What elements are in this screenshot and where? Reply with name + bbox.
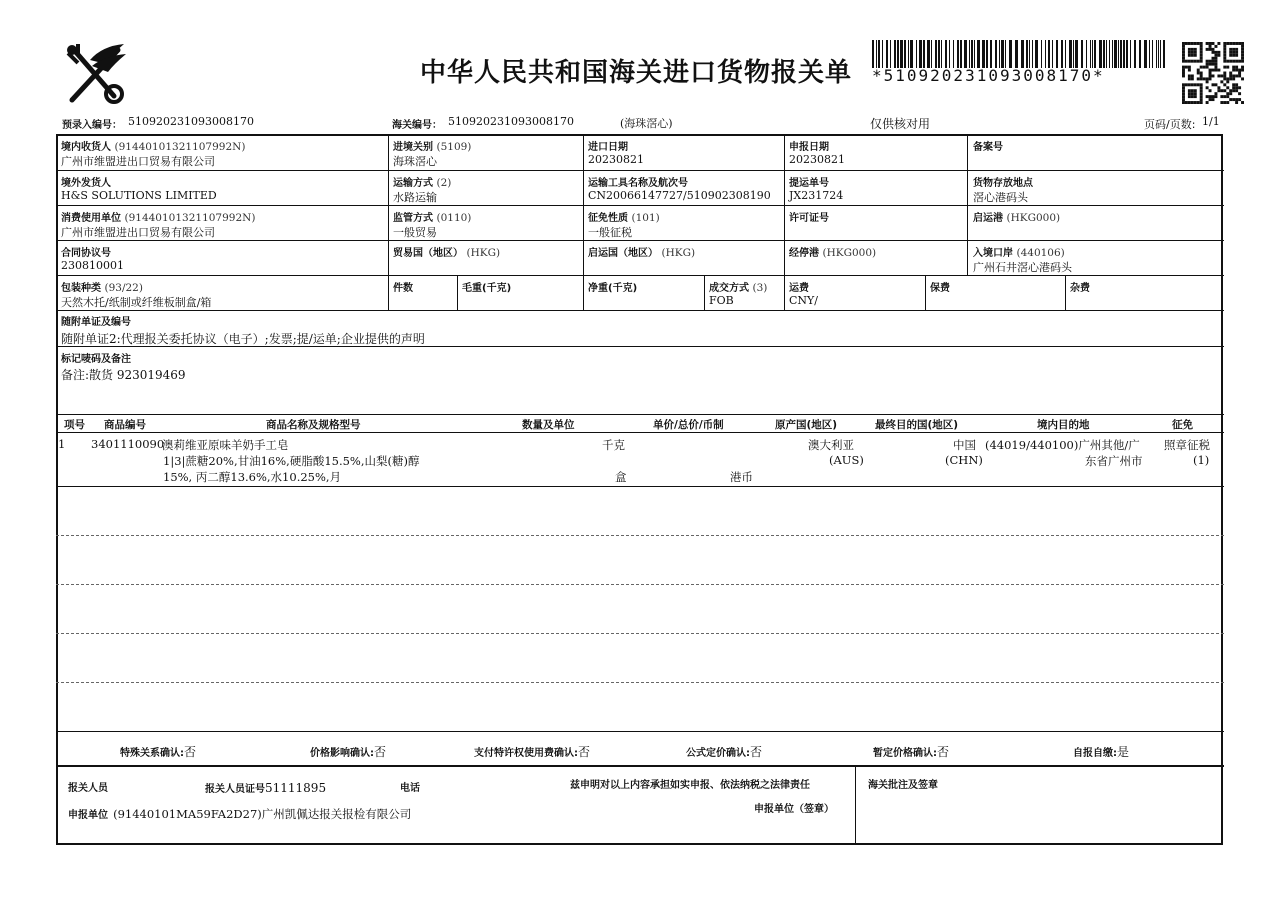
deal-mode-code: (3) [752, 282, 768, 294]
consumer-code: (91440101321107992N) [124, 212, 256, 224]
transport-mode-code: (2) [436, 177, 452, 189]
customs-no-label: 海关编号： [392, 120, 442, 131]
import-date-label: 进口日期 [588, 142, 628, 153]
phone-label: 电话 [400, 783, 420, 794]
consumer-label: 消费使用单位 [61, 213, 121, 224]
hs-code: 3401110090 [91, 437, 165, 451]
royalty-value: 否 [578, 745, 591, 759]
vessel-value: CN20066147727/510902308190 [588, 189, 771, 202]
via-port-code: (HKG000) [822, 247, 877, 259]
goods-header-item-no: 项号 [64, 419, 85, 431]
pre-entry-label: 预录入编号： [62, 120, 122, 131]
transport-mode-label: 运输方式 [393, 178, 433, 189]
legal-statement: 兹申明对以上内容承担如实申报、依法纳税之法律责任 [570, 780, 810, 791]
package-label: 包装种类 [61, 283, 101, 294]
consignee-value: 广州市维盟进出口贸易有限公司 [61, 155, 215, 168]
declaring-unit-seal-label: 申报单位（签章） [754, 804, 834, 815]
self-declare-value: 是 [1117, 745, 1130, 759]
import-date-value: 20230821 [588, 153, 644, 166]
consumer-value: 广州市维盟进出口贸易有限公司 [61, 226, 215, 239]
page-label: 页码/页数: [1144, 118, 1196, 131]
final-dest-country: 中国 [953, 438, 976, 452]
origin-country-code: (HKG) [661, 247, 696, 259]
page-title: 中华人民共和国海关进口货物报关单 [420, 58, 853, 88]
declarant-cert-value: 51111895 [265, 781, 327, 795]
consignee-code: (91440101321107992N) [114, 141, 246, 153]
pre-entry-value: 510920231093008170 [128, 115, 254, 128]
provisional-price-value: 否 [937, 745, 950, 759]
currency: 港币 [730, 470, 753, 484]
check-only-note: 仅供核对用 [870, 117, 931, 131]
item-no: 1 [58, 437, 66, 451]
marks-label: 标记唛码及备注 [61, 354, 131, 365]
trade-country-code: (HKG) [466, 247, 501, 259]
formula-pricing-confirm [686, 741, 762, 760]
bl-value: JX231724 [789, 189, 844, 202]
tax-nature-code: (101) [631, 212, 660, 224]
freight-value: CNY/ [789, 294, 819, 307]
price-impact-label: 价格影响确认: [310, 748, 374, 759]
customs-office: (海珠滘心) [620, 117, 673, 130]
goods-header-tax-mode: 征免 [1172, 419, 1193, 431]
shipper-value: H&S SOLUTIONS LIMITED [61, 189, 217, 202]
customs-seal-label: 海关批注及签章 [868, 780, 938, 791]
formula-pricing-label: 公式定价确认: [686, 748, 750, 759]
via-port-label: 经停港 [789, 248, 819, 259]
self-declare-label: 自报自缴: [1073, 748, 1117, 759]
product-spec-line2: 15%, 丙二醇13.6%,水10.25%,月 [163, 470, 342, 484]
package-value: 天然木托/纸制或纤维板制盒/箱 [61, 296, 212, 309]
provisional-price-confirm [873, 741, 949, 760]
formula-pricing-value: 否 [750, 745, 763, 759]
price-impact-confirm [310, 741, 386, 760]
transport-mode-value: 水路运输 [393, 191, 437, 204]
goods-header-final-dest: 最终目的国(地区) [875, 419, 959, 431]
declarant-cert-label: 报关人员证号 [205, 784, 265, 795]
origin-country-code: (AUS) [829, 453, 864, 467]
shipper-label: 境外发货人 [61, 178, 111, 189]
tax-nature-value: 一般征税 [588, 226, 632, 239]
declaring-unit-value: (91440101MA59FA2D27)广州凯佩达报关报检有限公司 [113, 807, 412, 821]
gross-weight-label: 毛重(千克) [462, 283, 512, 294]
storage-label: 货物存放地点 [973, 178, 1033, 189]
customs-emblem-icon [62, 40, 130, 108]
supervision-label: 监管方式 [393, 213, 433, 224]
entry-port-label: 入境口岸 [973, 248, 1013, 259]
page-value: 1/1 [1202, 115, 1220, 128]
entry-customs-value: 海珠滘心 [393, 155, 437, 168]
departure-port-code: (HKG000) [1006, 212, 1061, 224]
supervision-value: 一般贸易 [393, 226, 437, 239]
domestic-dest-line2: 东省广州市 [1085, 454, 1143, 468]
deal-mode-label: 成交方式 [709, 283, 749, 294]
license-label: 许可证号 [789, 213, 829, 224]
special-relation-value: 否 [184, 745, 197, 759]
entry-customs-label: 进境关别 [393, 142, 433, 153]
qr-code-icon [1182, 42, 1244, 104]
declare-date-label: 申报日期 [789, 142, 829, 153]
goods-header-qty: 数量及单位 [522, 419, 575, 431]
docs-value: 随附单证2:代理报关委托协议（电子）;发票;提/运单;企业提供的声明 [61, 332, 425, 346]
insurance-label: 保费 [930, 283, 950, 294]
departure-port-label: 启运港 [973, 213, 1003, 224]
special-relation-label: 特殊关系确认: [120, 748, 184, 759]
provisional-price-label: 暂定价格确认: [873, 748, 937, 759]
bl-label: 提运单号 [789, 178, 829, 189]
origin-country: 澳大利亚 [808, 438, 854, 452]
self-declare-confirm [1073, 741, 1129, 760]
net-weight-label: 净重(千克) [588, 283, 638, 294]
barcode [872, 40, 1166, 68]
misc-fee-label: 杂费 [1070, 283, 1090, 294]
package-code: (93/22) [104, 282, 143, 294]
record-no-label: 备案号 [973, 142, 1003, 153]
product-spec-line1: 1|3|蔗糖20%,甘油16%,硬脂酸15.5%,山梨(糖)醇 [163, 454, 420, 468]
goods-header-domestic-dest: 境内目的地 [1037, 419, 1090, 431]
storage-value: 滘心港码头 [973, 191, 1028, 204]
final-dest-code: (CHN) [945, 453, 983, 467]
vessel-label: 运输工具名称及航次号 [588, 178, 688, 189]
tax-nature-label: 征免性质 [588, 213, 628, 224]
price-impact-value: 否 [374, 745, 387, 759]
trade-country-label: 贸易国（地区） [393, 248, 463, 259]
entry-port-code: (440106) [1016, 247, 1065, 259]
entry-port-value: 广州石井滘心港码头 [973, 261, 1072, 274]
tax-mode: 照章征税 [1164, 438, 1210, 452]
entry-customs-code: (5109) [436, 141, 472, 153]
docs-label: 随附单证及编号 [61, 317, 131, 328]
goods-header-origin: 原产国(地区) [775, 419, 838, 431]
customs-no-value: 510920231093008170 [448, 115, 574, 128]
barcode-text: *510920231093008170* [872, 66, 1105, 85]
goods-header-name: 商品名称及规格型号 [266, 419, 361, 431]
declaring-unit-label: 申报单位 [68, 810, 108, 821]
royalty-label: 支付特许权使用费确认: [474, 748, 578, 759]
marks-value: 备注:散货 923019469 [61, 368, 186, 382]
freight-label: 运费 [789, 283, 809, 294]
origin-country-label: 启运国（地区） [588, 248, 658, 259]
tax-mode-code: (1) [1193, 453, 1210, 467]
deal-mode-value: FOB [709, 294, 734, 307]
royalty-confirm [474, 741, 590, 760]
contract-value: 230810001 [61, 259, 124, 272]
domestic-dest-line1: (44019/440100)广州其他/广 [985, 438, 1140, 452]
pieces-label: 件数 [393, 283, 413, 294]
consignee-label: 境内收货人 [61, 142, 111, 153]
declare-date-value: 20230821 [789, 153, 845, 166]
special-relation-confirm [120, 741, 196, 760]
qty-unit-2: 盒 [615, 470, 627, 484]
qty-unit-1: 千克 [602, 438, 625, 452]
goods-header-price: 单价/总价/币制 [653, 419, 724, 431]
goods-header-hs-code: 商品编号 [104, 419, 146, 431]
declarant-label: 报关人员 [68, 783, 108, 794]
contract-label: 合同协议号 [61, 248, 111, 259]
supervision-code: (0110) [436, 212, 472, 224]
product-name: 澳莉维亚原味羊奶手工皂 [162, 438, 289, 452]
